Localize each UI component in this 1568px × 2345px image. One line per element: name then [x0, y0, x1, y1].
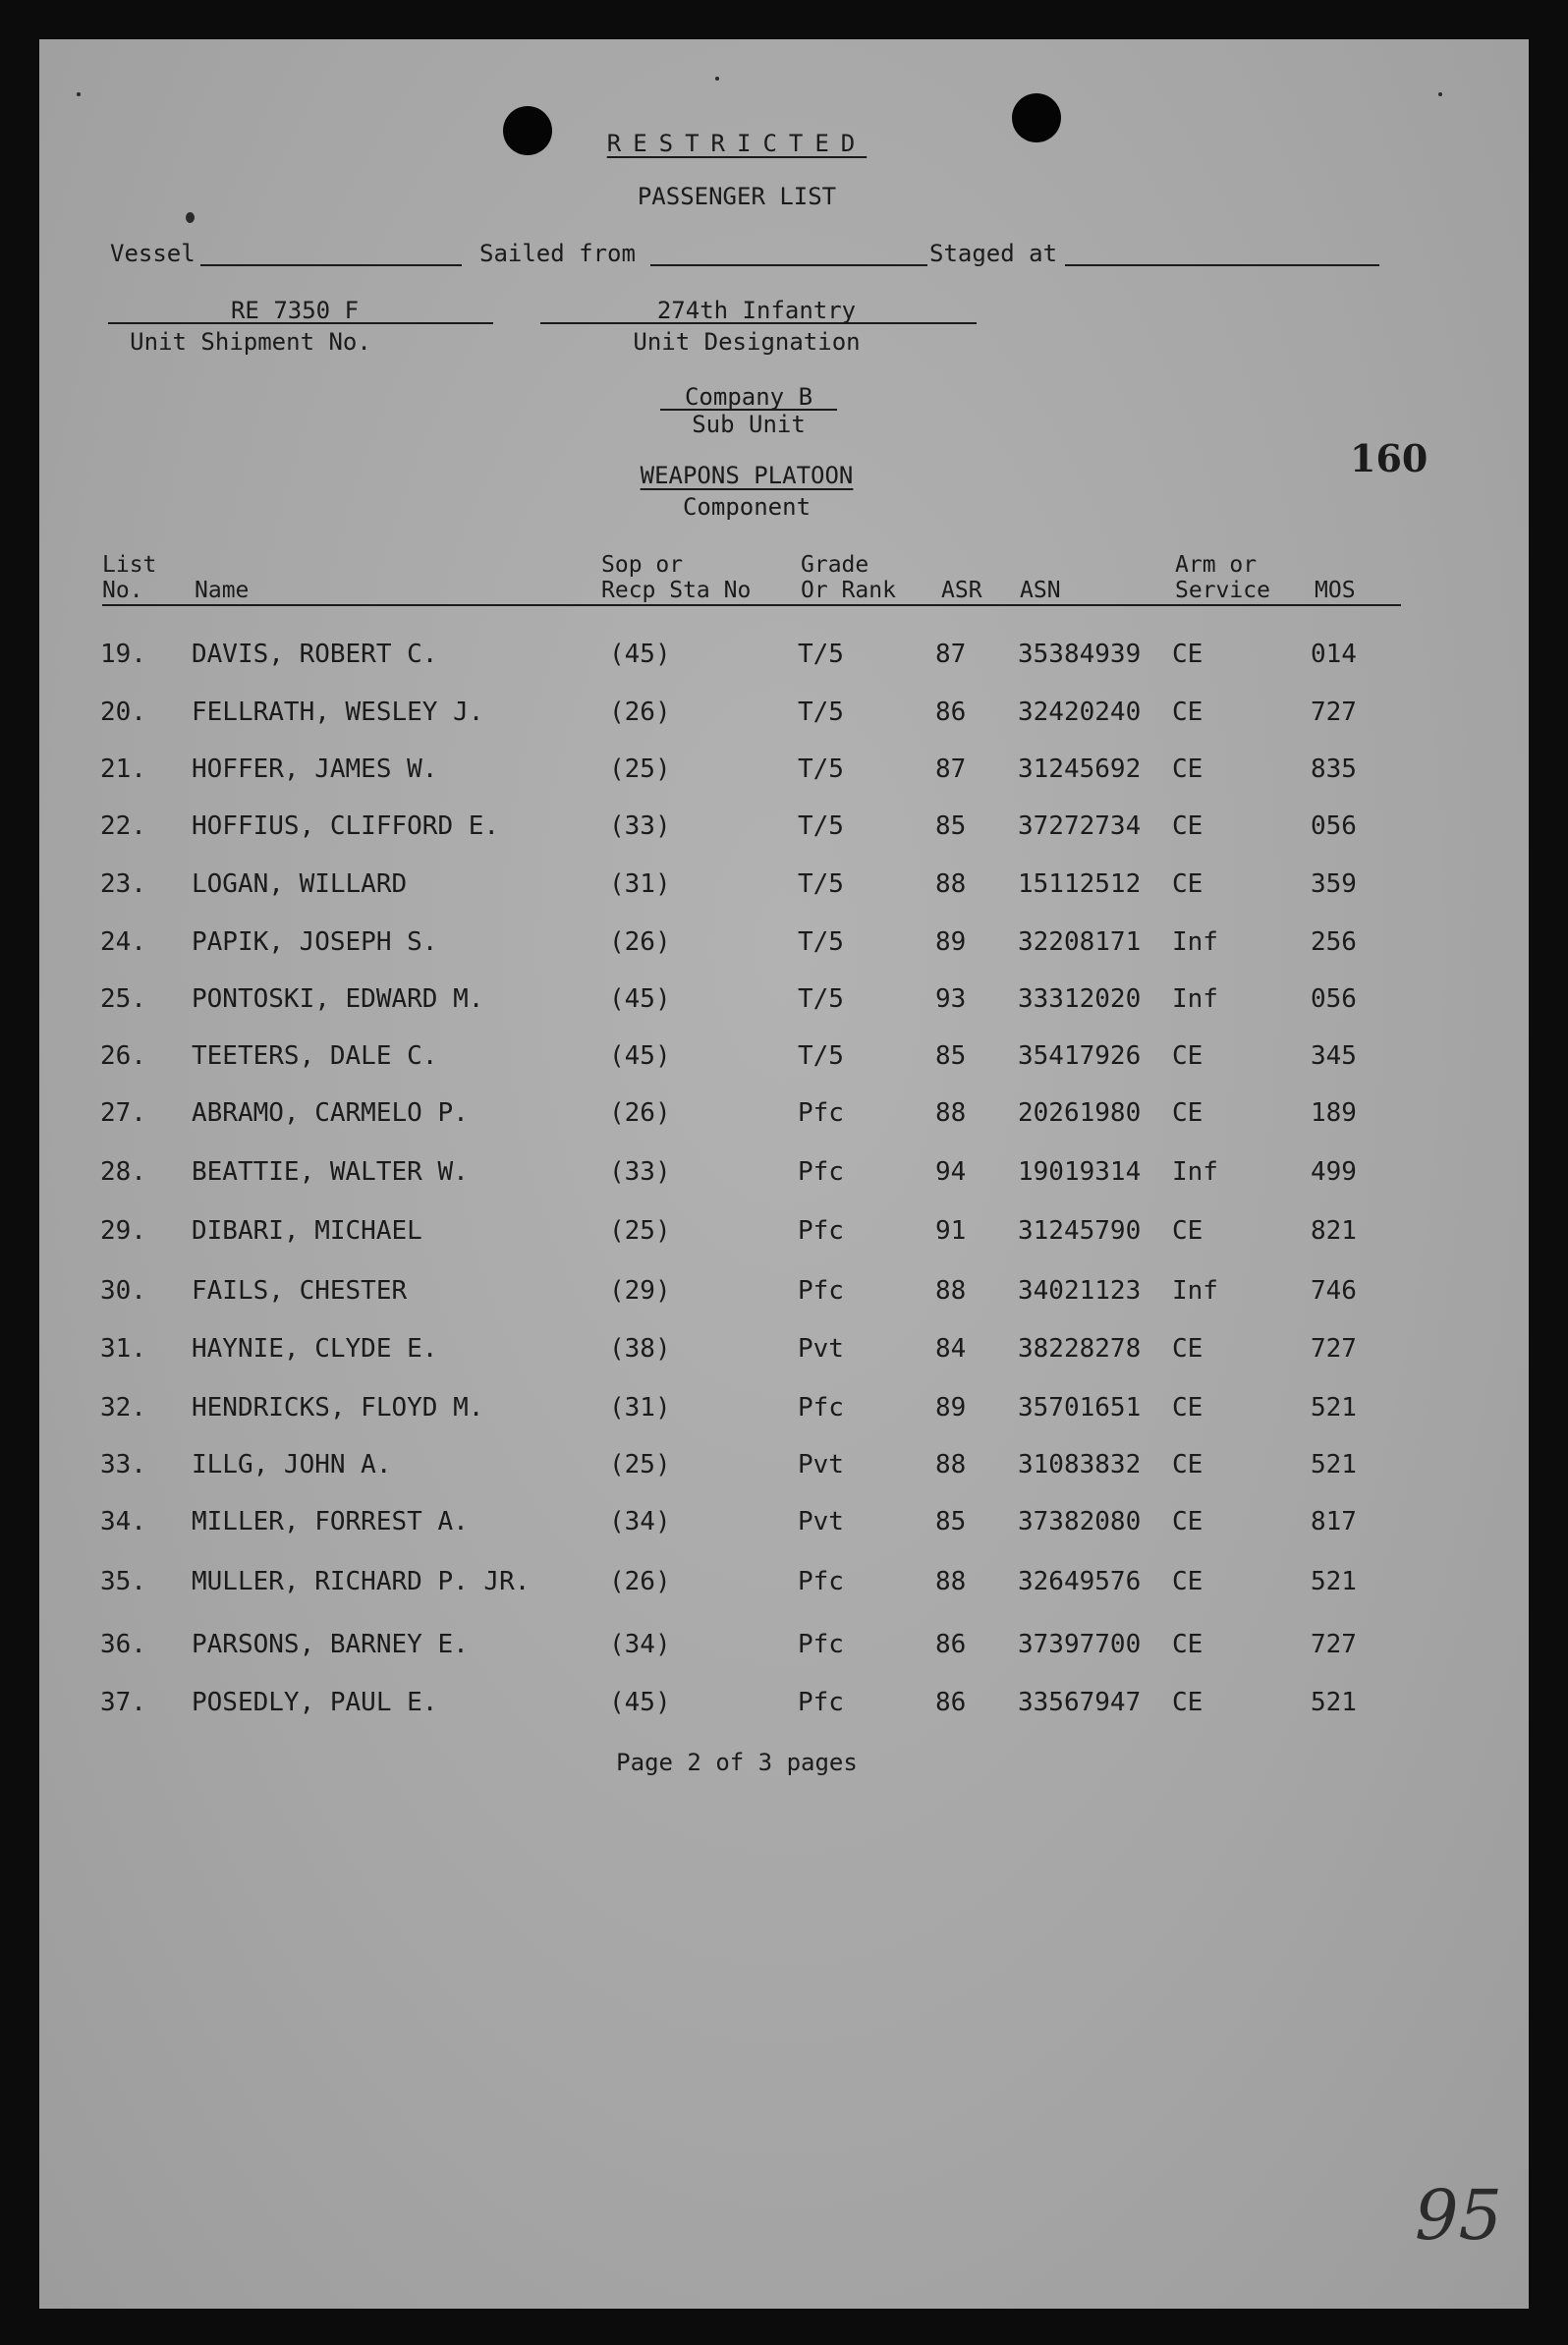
arm-or-service: CE [1172, 1567, 1204, 1596]
sailed-from-label: Sailed from [479, 240, 636, 267]
list-no: 19. [100, 640, 146, 669]
list-no: 20. [100, 698, 146, 727]
list-no: 22. [100, 811, 146, 841]
asn: 38228278 [1018, 1334, 1142, 1364]
asn: 37382080 [1018, 1507, 1142, 1536]
vessel-label: Vessel [110, 240, 196, 267]
mos: 521 [1311, 1393, 1357, 1423]
list-no: 31. [100, 1334, 146, 1364]
asr: 88 [935, 869, 967, 899]
station-no: (26) [609, 1567, 671, 1596]
header-list-no-2: No. [102, 578, 143, 603]
table-row [39, 1329, 1529, 1368]
mos: 056 [1311, 811, 1357, 841]
station-no: (26) [609, 1098, 671, 1128]
mos: 727 [1311, 1630, 1357, 1659]
table-row [39, 1093, 1529, 1133]
arm-or-service: CE [1172, 1507, 1204, 1536]
asr: 89 [935, 1393, 967, 1423]
page-number-stamp: 160 [1350, 436, 1428, 480]
mos: 345 [1311, 1041, 1357, 1071]
passenger-name: PARSONS, BARNEY E. [192, 1630, 469, 1659]
asn: 31083832 [1018, 1450, 1142, 1480]
header-arm-or-service: Arm or [1175, 552, 1258, 578]
asr: 85 [935, 1507, 967, 1536]
shipment-number-line [108, 322, 493, 324]
table-row [39, 1562, 1529, 1601]
passenger-name: HAYNIE, CLYDE E. [192, 1334, 438, 1364]
station-no: (29) [609, 1276, 671, 1306]
arm-or-service: Inf [1172, 1157, 1218, 1187]
ink-dot [1438, 92, 1442, 96]
list-no: 36. [100, 1630, 146, 1659]
asr: 88 [935, 1098, 967, 1128]
grade: Pfc [798, 1216, 844, 1246]
arm-or-service: CE [1172, 1216, 1204, 1246]
arm-or-service: CE [1172, 698, 1204, 727]
arm-or-service: CE [1172, 754, 1204, 784]
grade: T/5 [798, 640, 844, 669]
component: WEAPONS PLATOON [640, 462, 854, 489]
list-no: 27. [100, 1098, 146, 1128]
list-no: 26. [100, 1041, 146, 1071]
shipment-number: RE 7350 F [230, 297, 360, 324]
mos: 014 [1311, 640, 1357, 669]
passenger-name: HENDRICKS, FLOYD M. [192, 1393, 484, 1423]
asr: 84 [935, 1334, 967, 1364]
table-row [39, 1502, 1529, 1541]
mos: 727 [1311, 1334, 1357, 1364]
table-row [39, 1036, 1529, 1076]
header-name: Name [195, 578, 250, 603]
punch-hole-left [503, 106, 552, 155]
table-row [39, 1445, 1529, 1484]
passenger-name: FELLRATH, WESLEY J. [192, 698, 484, 727]
grade: Pvt [798, 1507, 844, 1536]
asr: 88 [935, 1567, 967, 1596]
table-row [39, 635, 1529, 674]
classification-heading: RESTRICTED [606, 130, 868, 157]
arm-or-service: CE [1172, 1041, 1204, 1071]
header-grade: Grade [801, 552, 869, 578]
asr: 86 [935, 1688, 967, 1717]
station-no: (31) [609, 869, 671, 899]
passenger-name: ABRAMO, CARMELO P. [192, 1098, 469, 1128]
form-title: PASSENGER LIST [637, 183, 837, 210]
asn: 33567947 [1018, 1688, 1142, 1717]
arm-or-service: CE [1172, 869, 1204, 899]
station-no: (25) [609, 754, 671, 784]
asn: 35417926 [1018, 1041, 1142, 1071]
grade: Pfc [798, 1393, 844, 1423]
punch-hole-right [1012, 93, 1061, 142]
asn: 32208171 [1018, 927, 1142, 957]
list-no: 35. [100, 1567, 146, 1596]
asr: 93 [935, 984, 967, 1014]
mos: 359 [1311, 869, 1357, 899]
station-no: (45) [609, 984, 671, 1014]
station-no: (33) [609, 811, 671, 841]
unit-designation-label: Unit Designation [633, 328, 861, 356]
arm-or-service: CE [1172, 1098, 1204, 1128]
station-no: (26) [609, 698, 671, 727]
list-no: 37. [100, 1688, 146, 1717]
asn: 37272734 [1018, 811, 1142, 841]
asn: 34021123 [1018, 1276, 1142, 1306]
asr: 88 [935, 1450, 967, 1480]
grade: Pfc [798, 1688, 844, 1717]
table-row [39, 1271, 1529, 1311]
grade: T/5 [798, 1041, 844, 1071]
header-rule [102, 604, 1401, 606]
asn: 32420240 [1018, 698, 1142, 727]
passenger-name: HOFFER, JAMES W. [192, 754, 438, 784]
mos: 189 [1311, 1098, 1357, 1128]
grade: T/5 [798, 811, 844, 841]
sub-unit-label: Sub Unit [692, 411, 806, 438]
header-asr: ASR [941, 578, 982, 603]
page-footer: Page 2 of 3 pages [616, 1749, 858, 1776]
asn: 33312020 [1018, 984, 1142, 1014]
grade: Pvt [798, 1334, 844, 1364]
shipment-number-label: Unit Shipment No. [130, 328, 371, 356]
grade: T/5 [798, 927, 844, 957]
list-no: 30. [100, 1276, 146, 1306]
asn: 32649576 [1018, 1567, 1142, 1596]
station-no: (26) [609, 927, 671, 957]
asr: 87 [935, 640, 967, 669]
header-station-2: Recp Sta No [601, 578, 752, 603]
handwritten-note: 95 [1415, 2175, 1503, 2256]
station-no: (25) [609, 1450, 671, 1480]
mos: 521 [1311, 1567, 1357, 1596]
grade: T/5 [798, 984, 844, 1014]
header-mos: MOS [1315, 578, 1356, 603]
ink-dot [715, 77, 719, 81]
unit-designation-line [540, 322, 977, 324]
passenger-name: MULLER, RICHARD P. JR. [192, 1567, 531, 1596]
passenger-name: BEATTIE, WALTER W. [192, 1157, 469, 1187]
header-list-no: List [102, 552, 157, 578]
mos: 746 [1311, 1276, 1357, 1306]
arm-or-service: CE [1172, 811, 1204, 841]
asr: 86 [935, 698, 967, 727]
grade: Pvt [798, 1450, 844, 1480]
table-row [39, 1211, 1529, 1251]
station-no: (33) [609, 1157, 671, 1187]
asn: 31245692 [1018, 754, 1142, 784]
station-no: (38) [609, 1334, 671, 1364]
table-row [39, 750, 1529, 789]
vessel-field-line [200, 264, 462, 266]
station-no: (34) [609, 1630, 671, 1659]
header-station: Sop or [601, 552, 684, 578]
passenger-name: HOFFIUS, CLIFFORD E. [192, 811, 500, 841]
grade: T/5 [798, 698, 844, 727]
asn: 35701651 [1018, 1393, 1142, 1423]
grade: Pfc [798, 1630, 844, 1659]
list-no: 23. [100, 869, 146, 899]
asr: 86 [935, 1630, 967, 1659]
arm-or-service: CE [1172, 640, 1204, 669]
staged-at-label: Staged at [929, 240, 1058, 267]
ink-dot [77, 92, 81, 96]
mos: 056 [1311, 984, 1357, 1014]
asn: 35384939 [1018, 640, 1142, 669]
unit-designation: 274th Infantry [656, 297, 857, 324]
station-no: (34) [609, 1507, 671, 1536]
arm-or-service: CE [1172, 1688, 1204, 1717]
arm-or-service: CE [1172, 1393, 1204, 1423]
station-no: (45) [609, 1041, 671, 1071]
arm-or-service: CE [1172, 1630, 1204, 1659]
mos: 521 [1311, 1450, 1357, 1480]
passenger-name: POSEDLY, PAUL E. [192, 1688, 438, 1717]
arm-or-service: Inf [1172, 1276, 1218, 1306]
grade: Pfc [798, 1567, 844, 1596]
list-no: 32. [100, 1393, 146, 1423]
arm-or-service: CE [1172, 1450, 1204, 1480]
document-page [39, 39, 1529, 2309]
asn: 31245790 [1018, 1216, 1142, 1246]
sailed-from-field-line [650, 264, 927, 266]
mos: 821 [1311, 1216, 1357, 1246]
list-no: 25. [100, 984, 146, 1014]
asr: 87 [935, 754, 967, 784]
passenger-name: LOGAN, WILLARD [192, 869, 408, 899]
mos: 817 [1311, 1507, 1357, 1536]
asn: 37397700 [1018, 1630, 1142, 1659]
asn: 20261980 [1018, 1098, 1142, 1128]
arm-or-service: CE [1172, 1334, 1204, 1364]
mos: 835 [1311, 754, 1357, 784]
table-row [39, 979, 1529, 1019]
arm-or-service: Inf [1172, 927, 1218, 957]
asr: 85 [935, 811, 967, 841]
list-no: 24. [100, 927, 146, 957]
passenger-name: TEETERS, DALE C. [192, 1041, 438, 1071]
passenger-name: DAVIS, ROBERT C. [192, 640, 438, 669]
list-no: 34. [100, 1507, 146, 1536]
passenger-name: ILLG, JOHN A. [192, 1450, 392, 1480]
mos: 256 [1311, 927, 1357, 957]
table-row [39, 693, 1529, 732]
passenger-name: MILLER, FORREST A. [192, 1507, 469, 1536]
list-no: 21. [100, 754, 146, 784]
list-no: 29. [100, 1216, 146, 1246]
grade: T/5 [798, 754, 844, 784]
component-label: Component [682, 493, 812, 521]
staged-at-field-line [1065, 264, 1379, 266]
mos: 499 [1311, 1157, 1357, 1187]
table-row [39, 1152, 1529, 1192]
header-asn: ASN [1020, 578, 1061, 603]
asr: 85 [935, 1041, 967, 1071]
table-row [39, 922, 1529, 962]
station-no: (45) [609, 640, 671, 669]
table-row [39, 807, 1529, 846]
grade: Pfc [798, 1276, 844, 1306]
arm-or-service: Inf [1172, 984, 1218, 1014]
grade: Pfc [798, 1098, 844, 1128]
station-no: (45) [609, 1688, 671, 1717]
grade: Pfc [798, 1157, 844, 1187]
header-arm-or-service-2: Service [1175, 578, 1270, 603]
asn: 15112512 [1018, 869, 1142, 899]
passenger-name: PAPIK, JOSEPH S. [192, 927, 438, 957]
asn: 19019314 [1018, 1157, 1142, 1187]
list-no: 33. [100, 1450, 146, 1480]
sub-unit: Company B [684, 383, 813, 411]
list-no: 28. [100, 1157, 146, 1187]
asr: 89 [935, 927, 967, 957]
grade: T/5 [798, 869, 844, 899]
station-no: (31) [609, 1393, 671, 1423]
header-grade-2: Or Rank [801, 578, 896, 603]
table-row [39, 1625, 1529, 1664]
asr: 91 [935, 1216, 967, 1246]
passenger-name: DIBARI, MICHAEL [192, 1216, 422, 1246]
mos: 727 [1311, 698, 1357, 727]
ink-dot [186, 212, 195, 223]
asr: 88 [935, 1276, 967, 1306]
table-row [39, 1683, 1529, 1722]
passenger-name: FAILS, CHESTER [192, 1276, 408, 1306]
table-row [39, 865, 1529, 904]
station-no: (25) [609, 1216, 671, 1246]
asr: 94 [935, 1157, 967, 1187]
table-row [39, 1388, 1529, 1427]
mos: 521 [1311, 1688, 1357, 1717]
passenger-name: PONTOSKI, EDWARD M. [192, 984, 484, 1014]
